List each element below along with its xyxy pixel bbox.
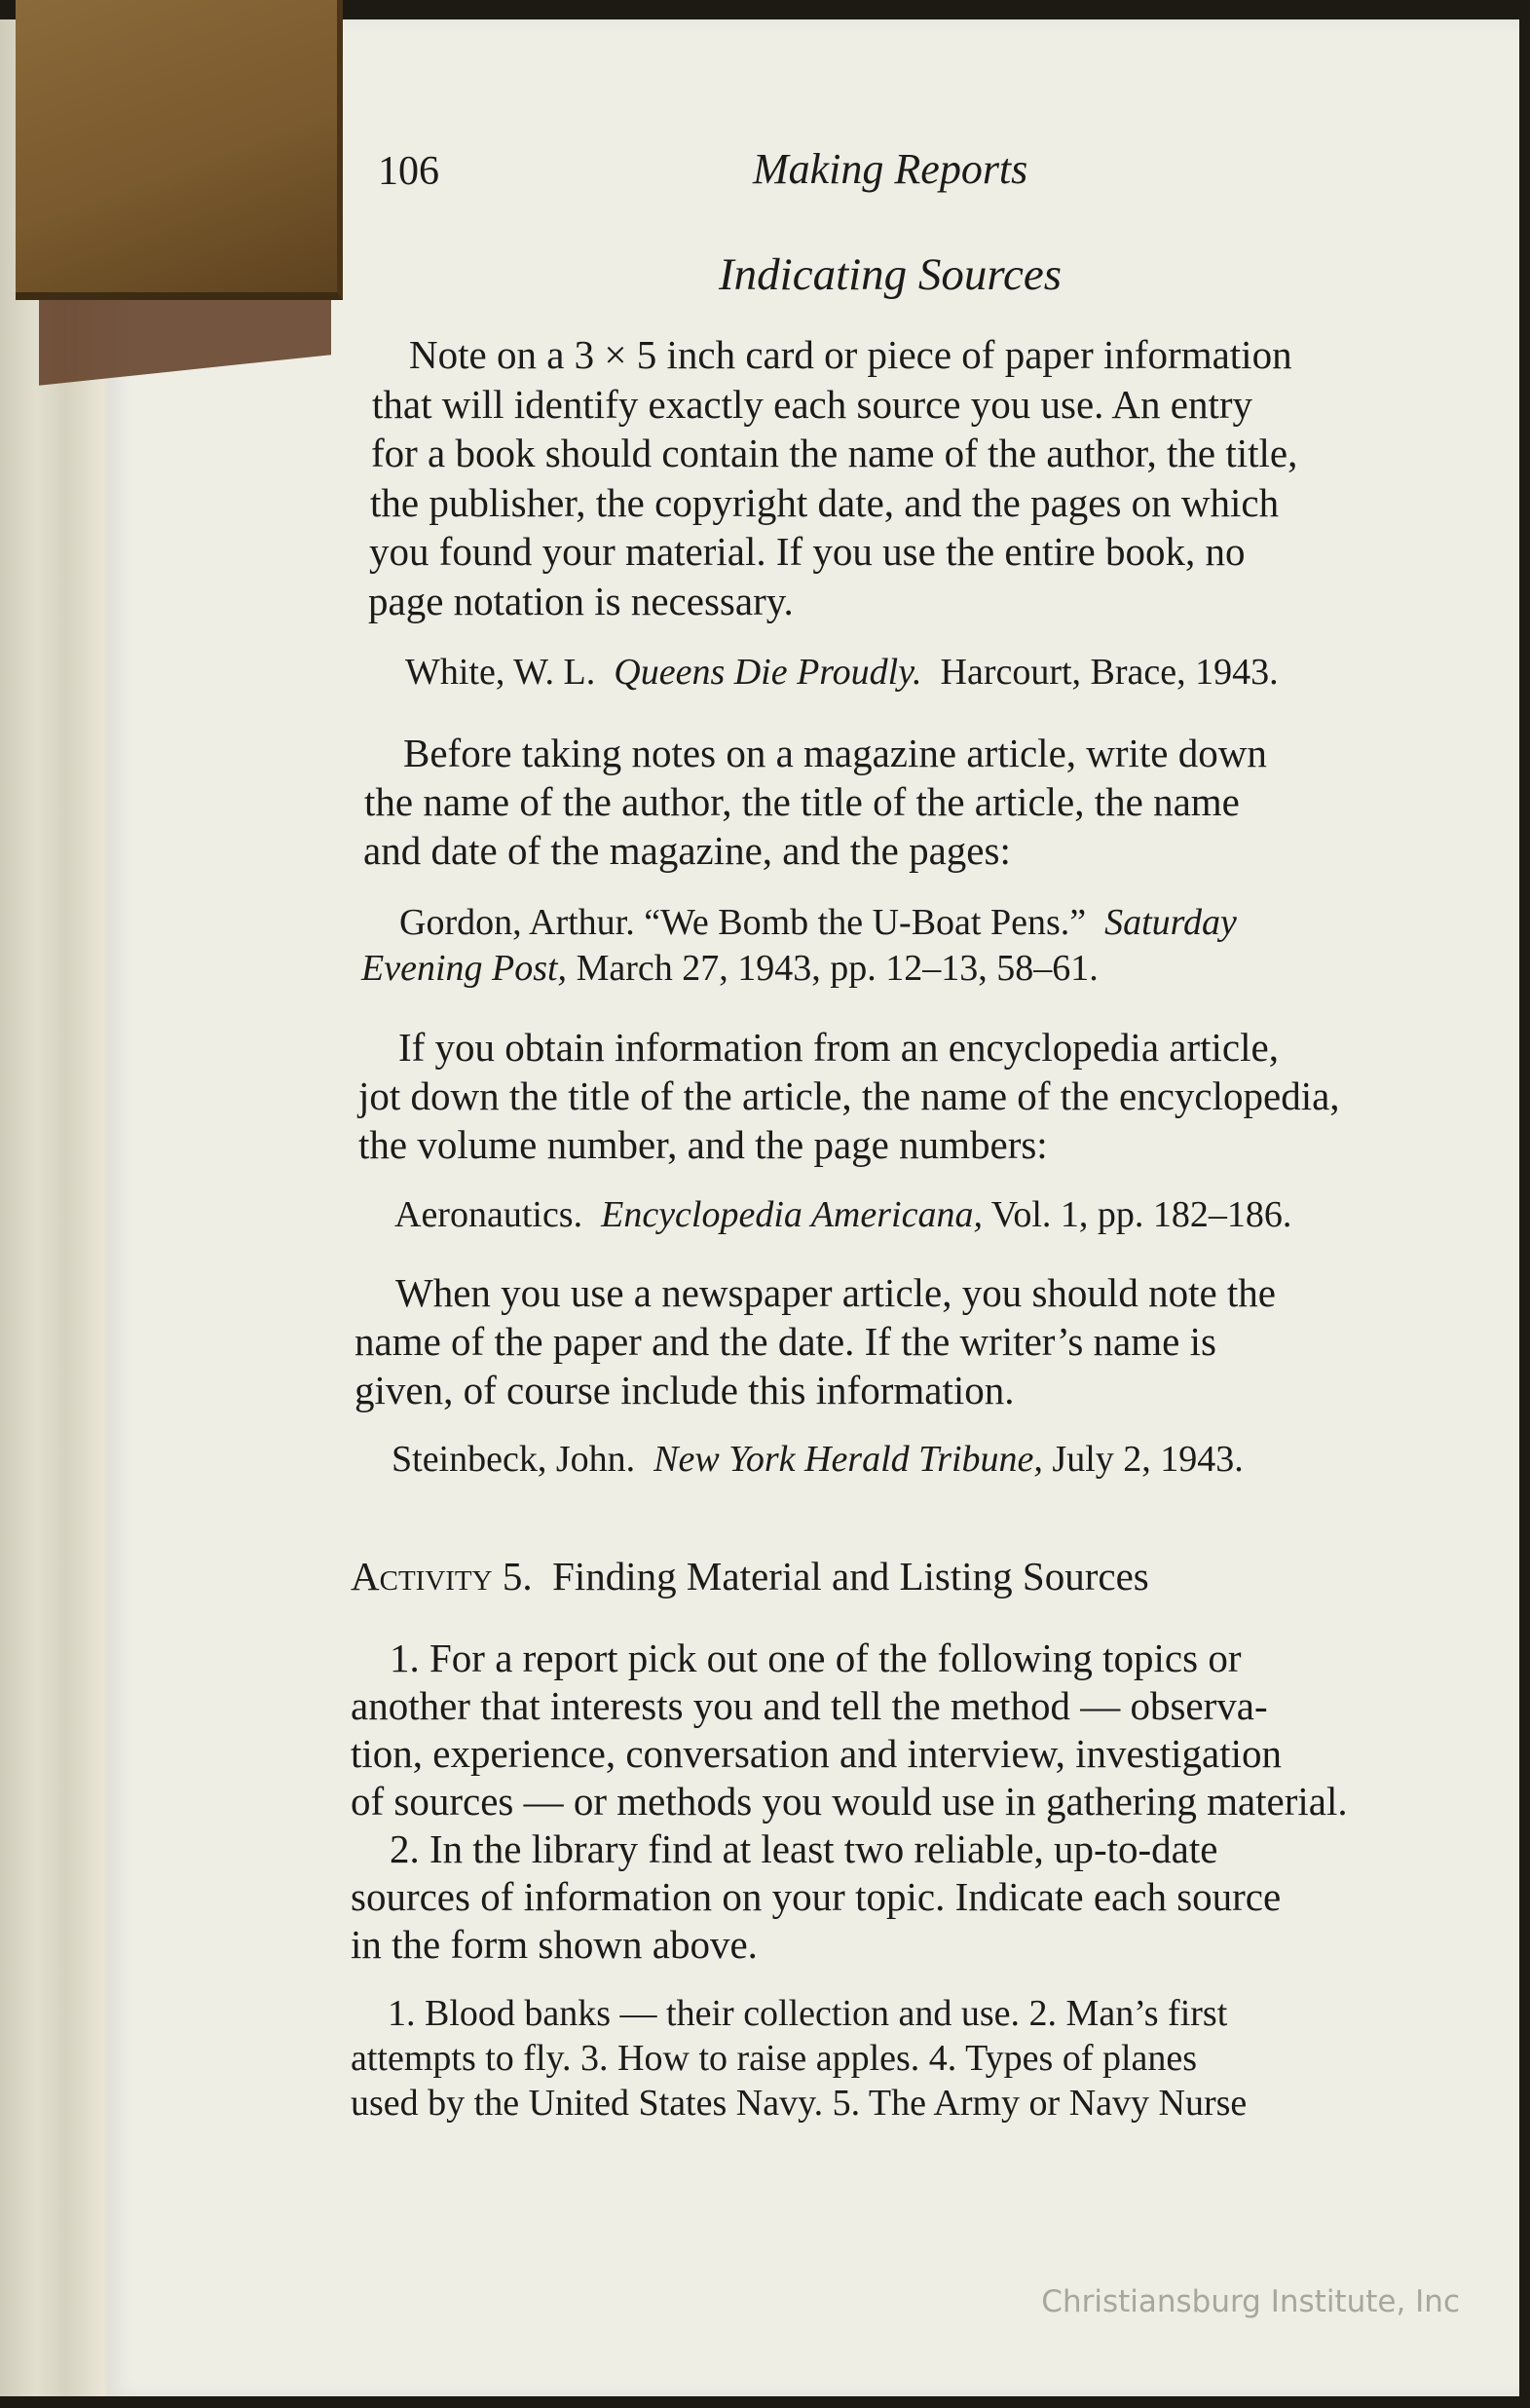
magazine-citation-line2 bbox=[361, 947, 1099, 990]
para4-line: given, of course include this information. bbox=[355, 1368, 1015, 1412]
citation-title: Queens Die Proudly. bbox=[614, 652, 922, 693]
topic-list-line: used by the United States Navy. 5. The Army or Navy Nurse bbox=[351, 2083, 1248, 2124]
citation-date: July 2, 1943. bbox=[1052, 1439, 1244, 1480]
encyclopedia-citation bbox=[394, 1193, 1291, 1236]
para1-line: for a book should contain the name of the author, the title, bbox=[371, 431, 1298, 475]
activity-label: Activity bbox=[351, 1554, 493, 1599]
citation-text: Gordon, Arthur. “We Bomb the U-Boat Pens.” bbox=[399, 902, 1087, 943]
para2-line: and date of the magazine, and the pages: bbox=[363, 828, 1011, 873]
running-title: Making Reports bbox=[753, 145, 1028, 193]
citation-author: Steinbeck, John. bbox=[392, 1439, 636, 1480]
para1-line: that will identify exactly each source you use. An entry bbox=[372, 382, 1253, 427]
topic-list-line: attempts to fly. 3. How to raise apples. 4. Types of planes bbox=[351, 2038, 1198, 2079]
activity-heading bbox=[351, 1553, 1149, 1599]
para3-line: If you obtain information from an encyclopedia article, bbox=[398, 1025, 1279, 1070]
para2-line: Before taking notes on a magazine article, write down bbox=[403, 731, 1267, 775]
citation-magazine: Saturday bbox=[1104, 902, 1237, 943]
section-title: Indicating Sources bbox=[719, 249, 1062, 300]
activity-item-line: sources of information on your topic. Indicate each source bbox=[351, 1874, 1282, 1919]
citation-pages: Vol. 1, pp. 182–186. bbox=[990, 1194, 1292, 1235]
topic-list-line: 1. Blood banks — their collection and use. 2. Man’s first bbox=[388, 1993, 1228, 2034]
citation-author: White, W. L. bbox=[405, 652, 596, 693]
magazine-citation-line1 bbox=[399, 901, 1237, 944]
para1-line: the publisher, the copyright date, and the pages on which bbox=[370, 480, 1280, 525]
citation-magazine: Evening Post, bbox=[361, 948, 568, 989]
citation-paper: New York Herald Tribune, bbox=[653, 1439, 1043, 1480]
activity-number: 5. bbox=[502, 1554, 533, 1599]
activity-item-line: another that interests you and tell the method — observa- bbox=[351, 1683, 1268, 1728]
para1-line: you found your material. If you use the entire book, no bbox=[369, 529, 1246, 574]
citation-source: Encyclopedia Americana, bbox=[601, 1194, 983, 1235]
watermark-text: Christiansburg Institute, Inc bbox=[1041, 2284, 1460, 2319]
para1-line: Note on a 3 × 5 inch card or piece of paper information bbox=[409, 332, 1292, 377]
para4-line: name of the paper and the date. If the writer’s name is bbox=[355, 1319, 1216, 1364]
activity-item-line: of sources — or methods you would use in gathering material. bbox=[351, 1779, 1348, 1824]
book-citation bbox=[405, 651, 1279, 694]
citation-title: Aeronautics. bbox=[394, 1194, 583, 1235]
para3-line: the volume number, and the page numbers: bbox=[358, 1122, 1048, 1167]
citation-publisher: Harcourt, Brace, 1943. bbox=[940, 652, 1279, 693]
activity-item-line: in the form shown above. bbox=[351, 1922, 758, 1967]
activity-title: Finding Material and Listing Sources bbox=[552, 1554, 1149, 1599]
citation-text: March 27, 1943, pp. 12–13, 58–61. bbox=[576, 948, 1099, 989]
activity-item-line: tion, experience, conversation and interview, investigation bbox=[351, 1731, 1282, 1776]
page-number: 106 bbox=[378, 149, 439, 194]
para1-line: page notation is necessary. bbox=[368, 579, 794, 623]
para2-line: the name of the author, the title of the article, the name bbox=[364, 779, 1240, 824]
newspaper-citation bbox=[392, 1438, 1244, 1481]
activity-item-line: 1. For a report pick out one of the following topics or bbox=[390, 1636, 1242, 1680]
para3-line: jot down the title of the article, the name of the encyclopedia, bbox=[358, 1073, 1340, 1118]
para4-line: When you use a newspaper article, you should note the bbox=[395, 1270, 1277, 1315]
activity-item-line: 2. In the library find at least two reliable, up-to-date bbox=[390, 1826, 1218, 1871]
